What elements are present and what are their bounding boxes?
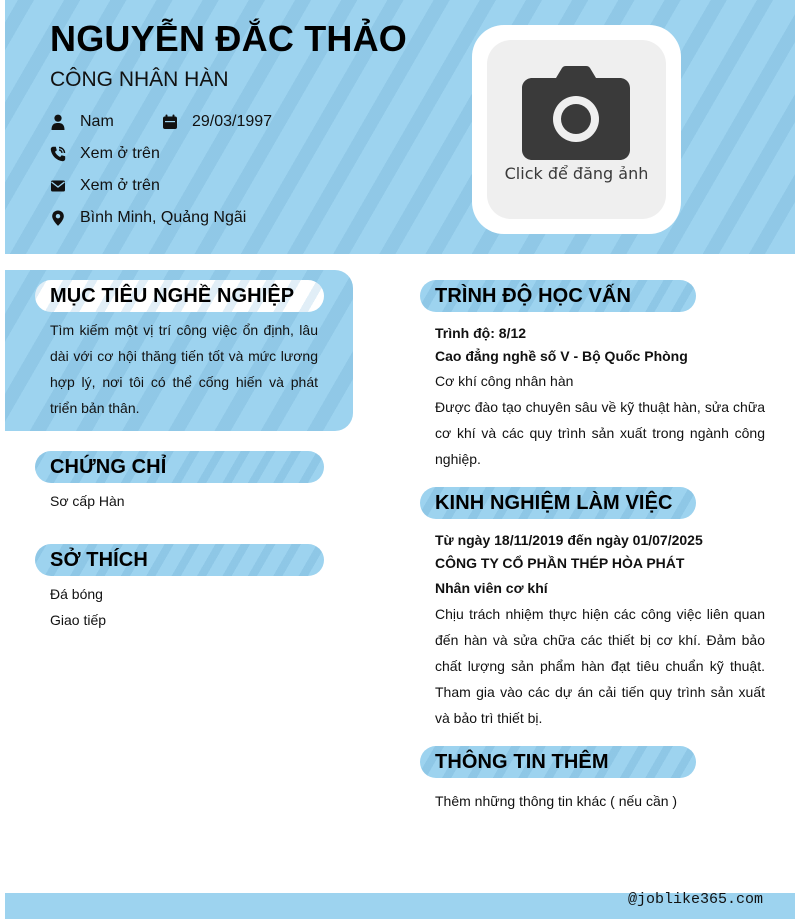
gender-value: Nam bbox=[80, 113, 114, 130]
candidate-name: NGUYỄN ĐẮC THẢO bbox=[50, 18, 408, 59]
envelope-icon bbox=[50, 178, 66, 194]
address-row bbox=[50, 209, 246, 227]
certificates-heading: CHỨNG CHỈ bbox=[35, 451, 324, 483]
footer-site-link: @joblike365.com bbox=[627, 891, 763, 908]
objective-text: Tìm kiếm một vị trí công việc ổn định, lâu dài với cơ hội thăng tiến tốt và mức lương hợp lý, nơi tôi có thể cống hiến và phát triển bản thân. bbox=[50, 322, 318, 416]
profile-photo-frame bbox=[472, 25, 681, 234]
birthdate-value: 29/03/1997 bbox=[192, 113, 273, 130]
experience-description: Chịu trách nhiệm thực hiện các công việc liên quan đến hàn và sửa chữa các thiết bị cơ khí. Đảm bảo chất lượng sản phẩm hàn đạt tiêu chuẩn kỹ thuật. Tham gia vào các dự án cải tiến quy trình sản xuất và bảo trì thiết bị. bbox=[435, 606, 765, 726]
education-school: Cao đẳng nghề số V - Bộ Quốc Phòng bbox=[435, 348, 688, 364]
photo-upload[interactable] bbox=[487, 40, 666, 219]
email-row bbox=[50, 177, 160, 195]
phone-row bbox=[50, 145, 160, 163]
location-pin-icon bbox=[50, 210, 66, 226]
birthdate-row bbox=[162, 113, 272, 131]
additional-info-heading: THÔNG TIN THÊM bbox=[420, 746, 696, 778]
certificate-item: Sơ cấp Hàn bbox=[50, 493, 125, 509]
hobbies-heading: SỞ THÍCH bbox=[35, 544, 324, 576]
gender-row bbox=[50, 113, 114, 131]
phone-value: Xem ở trên bbox=[80, 145, 160, 162]
job-title: CÔNG NHÂN HÀN bbox=[50, 68, 229, 91]
objective-heading: MỤC TIÊU NGHỀ NGHIỆP bbox=[35, 280, 324, 312]
user-icon bbox=[50, 114, 66, 130]
experience-company: CÔNG TY CỔ PHẦN THÉP HÒA PHÁT bbox=[435, 555, 685, 571]
calendar-icon bbox=[162, 114, 178, 130]
email-value: Xem ở trên bbox=[80, 177, 160, 194]
camera-icon bbox=[522, 66, 630, 162]
address-value: Bình Minh, Quảng Ngãi bbox=[80, 209, 247, 226]
phone-icon bbox=[50, 146, 66, 162]
experience-heading: KINH NGHIỆM LÀM VIỆC bbox=[420, 487, 696, 519]
education-major: Cơ khí công nhân hàn bbox=[435, 373, 574, 389]
experience-position: Nhân viên cơ khí bbox=[435, 580, 548, 596]
additional-info-text: Thêm những thông tin khác ( nếu cần ) bbox=[435, 793, 678, 809]
photo-upload-label: Click để đăng ảnh bbox=[504, 164, 649, 183]
experience-period: Từ ngày 18/11/2019 đến ngày 01/07/2025 bbox=[435, 532, 703, 548]
cv-header bbox=[5, 0, 795, 254]
hobby-item: Đá bóng bbox=[50, 586, 103, 602]
hobby-item: Giao tiếp bbox=[50, 612, 107, 628]
education-description: Được đào tạo chuyên sâu về kỹ thuật hàn, sửa chữa cơ khí và các quy trình sản xuất trong ngành công nghiệp. bbox=[435, 399, 765, 467]
footer-bar bbox=[5, 893, 795, 919]
education-level: Trình độ: 8/12 bbox=[435, 325, 527, 341]
education-heading: TRÌNH ĐỘ HỌC VẤN bbox=[420, 280, 696, 312]
